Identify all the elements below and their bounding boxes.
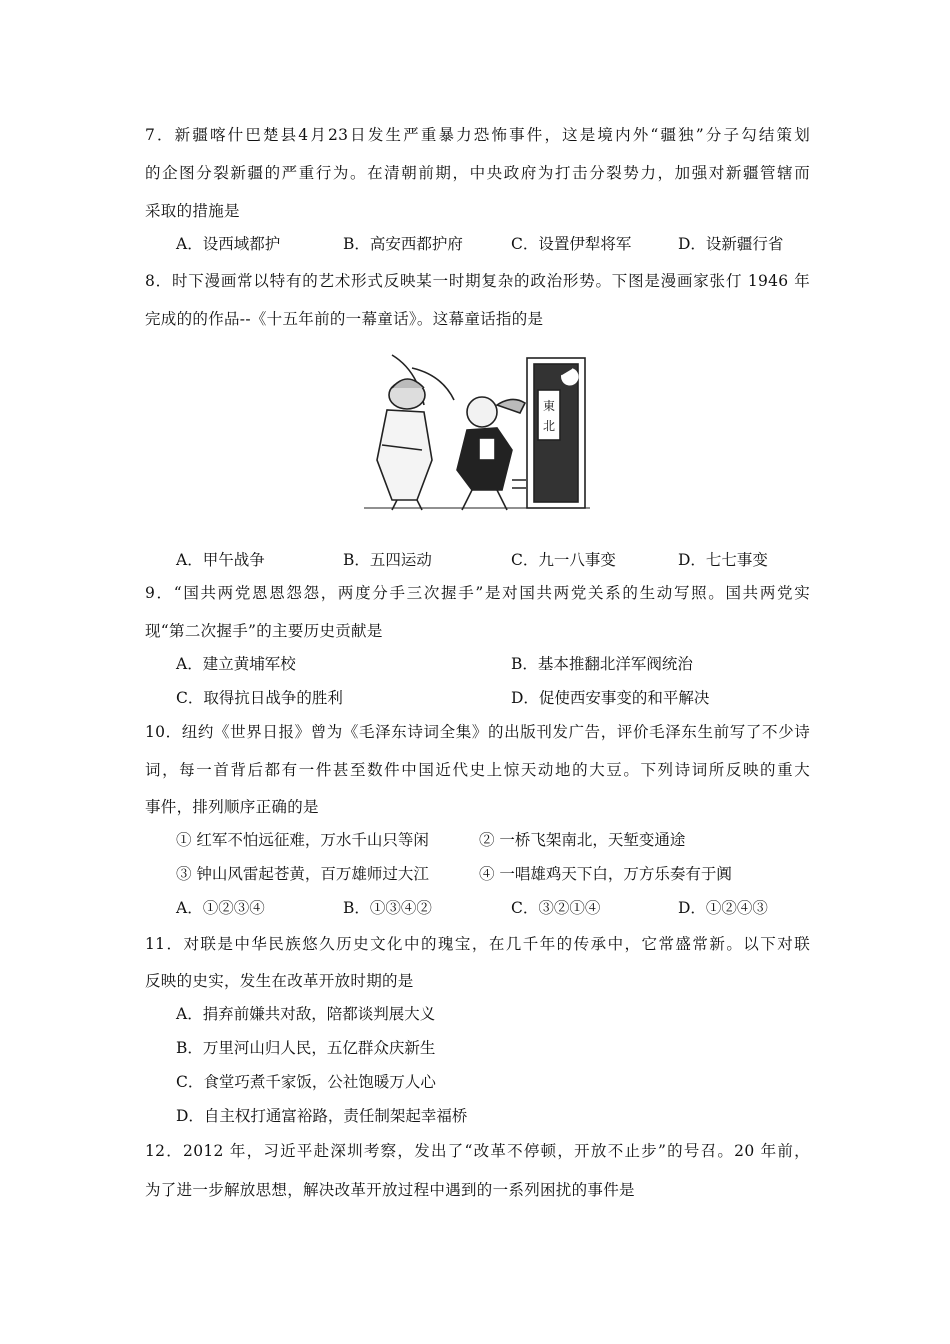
q11-option-d: D．自主权打通富裕路，责任制架起幸福桥: [176, 1107, 468, 1125]
q11-option-b: B．万里河山归人民，五亿群众庆新生: [176, 1039, 436, 1057]
q9-option-a: A．建立黄埔军校: [176, 655, 296, 673]
q7-option-d: D．设新疆行省: [678, 235, 784, 253]
q8-option-c: C．九一八事变: [511, 551, 616, 569]
q8-option-d: D．七七事变: [678, 551, 768, 569]
q11-option-a: A．捐弃前嫌共对敌，陪都谈判展大义: [176, 1005, 436, 1023]
q10-option-c: C．③②①④: [511, 899, 601, 917]
q8-line-2: 完成的的作品--《十五年前的一幕童话》。这幕童话指的是: [145, 310, 544, 328]
q7-option-b: B．高安西都护府: [343, 235, 463, 253]
q10-line-2: 词，每一首背后都有一件甚至数件中国近代史上惊天动地的大豆。下列诗词所反映的重大: [145, 761, 810, 779]
q9-line-2: 现“第二次握手”的主要历史贡献是: [145, 622, 383, 640]
q12-line-2: 为了进一步解放思想，解决改革开放过程中遇到的一系列困扰的事件是: [145, 1181, 635, 1199]
q11-line-1: 11．对联是中华民族悠久历史文化中的瑰宝，在几千年的传承中，它常盛常新。以下对联: [145, 935, 810, 953]
q10-option-d: D．①②④③: [678, 899, 768, 917]
q10-poem-3: ③ 钟山风雷起苍黄，百万雄师过大江: [176, 865, 429, 883]
q10-poem-2: ② 一桥飞架南北，天堑变通途: [479, 831, 686, 849]
q7-line-3: 采取的措施是: [145, 202, 240, 220]
q8-option-b: B．五四运动: [343, 551, 432, 569]
q11-option-c: C．食堂巧煮千家饭，公社饱暖万人心: [176, 1073, 436, 1091]
q10-line-3: 事件，排列顺序正确的是: [145, 798, 319, 816]
q10-option-a: A．①②③④: [176, 899, 265, 917]
q7-line-1: 7．新疆喀什巴楚县4月23日发生严重暴力恐怖事件，这是境内外“疆独”分子勾结策划: [145, 126, 810, 144]
q7-option-c: C．设置伊犁将军: [511, 235, 632, 253]
q7-line-2: 的企图分裂新疆的严重行为。在清朝前期，中央政府为打击分裂势力，加强对新疆管辖而: [145, 164, 810, 182]
q9-option-c: C．取得抗日战争的胜利: [176, 689, 343, 707]
q10-option-b: B．①③④②: [343, 899, 432, 917]
q8-option-a: A．甲午战争: [176, 551, 265, 569]
q7-option-a: A．设西域都护: [176, 235, 281, 253]
q10-poem-4: ④ 一唱雄鸡天下白，万方乐奏有于阗: [479, 865, 732, 883]
q10-line-1: 10．纽约《世界日报》曾为《毛泽东诗词全集》的出版刊发广告，评价毛泽东生前写了不少诗: [145, 723, 810, 741]
cartoon-image: [362, 350, 592, 515]
q12-line-1: 12．2012 年，习近平赴深圳考察，发出了“改革不停顿，开放不止步”的号召。20 年前，: [145, 1142, 810, 1160]
q9-option-d: D．促使西安事变的和平解决: [511, 689, 710, 707]
cartoon-label-dong: 東: [542, 399, 556, 413]
cartoon-label-bei: 北: [542, 419, 556, 433]
q11-line-2: 反映的史实，发生在改革开放时期的是: [145, 972, 414, 990]
q9-option-b: B．基本推翻北洋军阀统治: [511, 655, 693, 673]
q8-line-1: 8．时下漫画常以特有的艺术形式反映某一时期复杂的政治形势。下图是漫画家张仃 1946 年: [145, 272, 810, 290]
q9-line-1: 9．“国共两党恩恩怨怨，两度分手三次握手”是对国共两党关系的生动写照。国共两党实: [145, 584, 810, 602]
q10-poem-1: ① 红军不怕远征难，万水千山只等闲: [176, 831, 429, 849]
